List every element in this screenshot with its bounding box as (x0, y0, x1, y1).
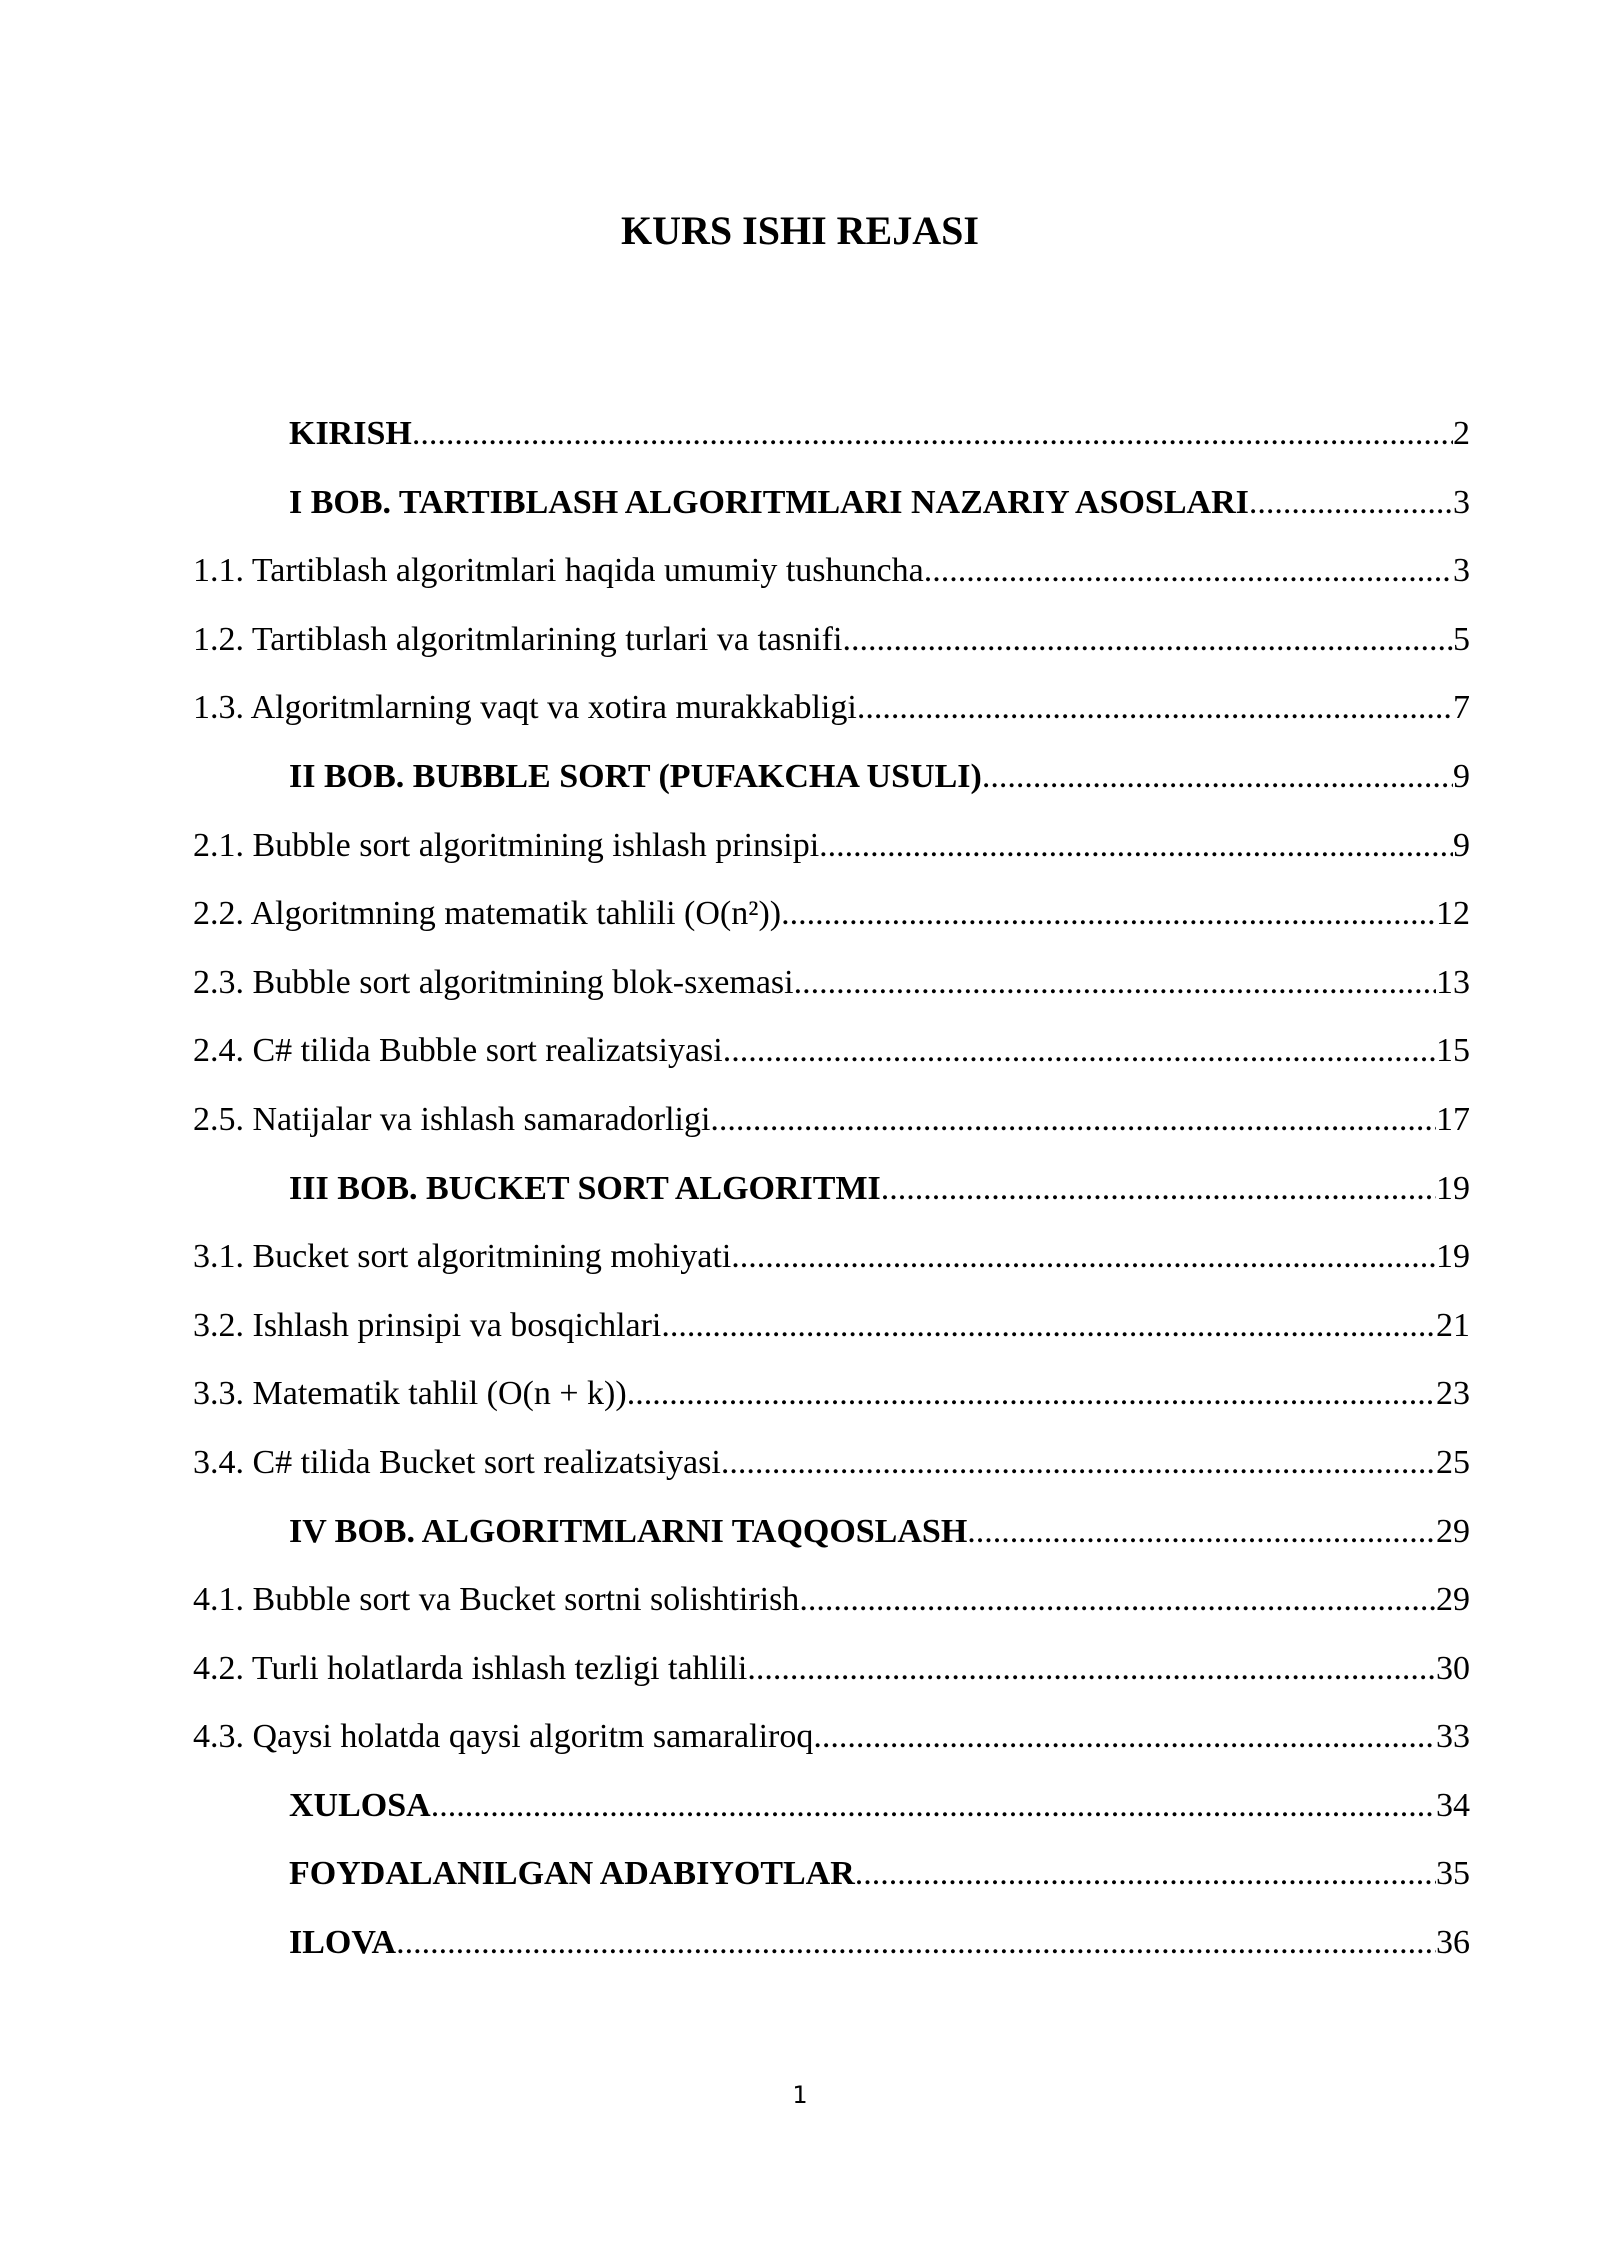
toc-entry-section-4-1[interactable] (193, 1571, 1470, 1640)
toc-entry-ilova[interactable] (193, 1914, 1470, 1983)
toc-page-number: 17 (1436, 1100, 1470, 1138)
toc-entry-text: 1.3. Algoritmlarning vaqt va xotira murakkabligi (193, 689, 857, 727)
toc-page-number: 15 (1436, 1032, 1470, 1070)
toc-entry-section-4-2[interactable] (193, 1640, 1470, 1709)
toc-entry-text: 4.3. Qaysi holatda qaysi algoritm samaraliroq (193, 1718, 814, 1756)
toc-dot-leader (794, 954, 1436, 1012)
toc-dot-leader (431, 1777, 1436, 1835)
toc-entry-text: II BOB. BUBBLE SORT (PUFAKCHA USULI) (289, 757, 982, 795)
page-number: 1 (792, 2081, 808, 2109)
toc-dot-leader (396, 1914, 1436, 1972)
toc-dot-leader (967, 1503, 1436, 1561)
toc-entry-text: I BOB. TARTIBLASH ALGORITMLARI NAZARIY ASOSLARI (289, 483, 1249, 521)
toc-entry-text: 3.2. Ishlash prinsipi va bosqichlari (193, 1306, 662, 1344)
toc-entry-adabiyotlar[interactable] (193, 1845, 1470, 1914)
toc-page-number: 19 (1436, 1238, 1470, 1276)
toc-entry-text: ILOVA (289, 1924, 397, 1962)
toc-entry-text: 3.4. C# tilida Bucket sort realizatsiyasi (193, 1443, 721, 1481)
toc-entry-xulosa[interactable] (193, 1777, 1470, 1846)
toc-entry-text: 2.5. Natijalar va ishlash samaradorligi (193, 1100, 711, 1138)
toc-page-number: 30 (1436, 1649, 1470, 1687)
page-title: KURS ISHI REJASI (621, 208, 979, 253)
toc-page-number: 2 (1453, 415, 1470, 452)
toc-entry-kirish[interactable] (193, 405, 1470, 474)
toc-entry-text: 2.1. Bubble sort algoritmining ishlash prinsipi (193, 826, 820, 864)
toc-entry-chapter-3[interactable] (193, 1160, 1470, 1229)
toc-dot-leader (813, 1708, 1436, 1766)
toc-entry-section-2-3[interactable] (193, 954, 1470, 1023)
toc-entry-section-3-4[interactable] (193, 1434, 1470, 1503)
toc-entry-section-2-2[interactable] (193, 885, 1470, 954)
toc-dot-leader (881, 1160, 1436, 1218)
toc-page-number: 36 (1436, 1924, 1470, 1962)
toc-entry-text: 2.3. Bubble sort algoritmining blok-sxemasi (193, 963, 794, 1001)
toc-entry-section-1-1[interactable] (193, 542, 1470, 611)
toc-page-number: 23 (1436, 1375, 1470, 1413)
toc-dot-leader (842, 611, 1453, 669)
toc-page-number: 12 (1436, 895, 1470, 933)
toc-entry-text: XULOSA (289, 1786, 431, 1824)
toc-entry-text: 3.3. Matematik tahlil (O(n + k)) (193, 1375, 627, 1413)
toc-page-number: 3 (1453, 552, 1470, 590)
toc-dot-leader (731, 1228, 1436, 1286)
toc-entry-section-4-3[interactable] (193, 1708, 1470, 1777)
toc-page-number: 5 (1453, 620, 1470, 658)
toc-entry-text: 4.2. Turli holatlarda ishlash tezligi tahlili (193, 1649, 748, 1687)
toc-dot-leader (819, 817, 1453, 875)
toc-entry-section-3-1[interactable] (193, 1228, 1470, 1297)
toc-page-number: 25 (1436, 1443, 1470, 1481)
toc-dot-leader (855, 1845, 1436, 1903)
toc-page-number: 19 (1436, 1169, 1470, 1207)
toc-entry-text: 4.1. Bubble sort va Bucket sortni solishtirish (193, 1581, 800, 1619)
toc-entry-text: 2.2. Algoritmning matematik tahlili (O(n²)) (193, 895, 782, 933)
toc-entry-section-2-4[interactable] (193, 1022, 1470, 1091)
toc-entry-section-1-3[interactable] (193, 679, 1470, 748)
toc-dot-leader (627, 1365, 1436, 1423)
toc-dot-leader (721, 1434, 1436, 1492)
toc-entry-text: KIRISH (289, 415, 412, 452)
toc-entry-section-2-1[interactable] (193, 817, 1470, 886)
toc-page-number: 7 (1453, 689, 1470, 727)
toc-dot-leader (747, 1640, 1436, 1698)
toc-entry-section-3-2[interactable] (193, 1297, 1470, 1366)
toc-entry-chapter-1[interactable] (193, 474, 1470, 543)
toc-dot-leader (982, 748, 1453, 806)
toc-entry-section-1-2[interactable] (193, 611, 1470, 680)
toc-dot-leader (781, 885, 1436, 943)
toc-entry-chapter-2[interactable] (193, 748, 1470, 817)
toc-entry-text: 2.4. C# tilida Bubble sort realizatsiyasi (193, 1032, 723, 1070)
toc-dot-leader (924, 542, 1453, 600)
toc-page-number: 3 (1453, 483, 1470, 521)
toc-page-number: 29 (1436, 1512, 1470, 1550)
toc-dot-leader (1249, 474, 1453, 532)
toc-entry-text: IV BOB. ALGORITMLARNI TAQQOSLASH (289, 1512, 968, 1550)
toc-page-number: 13 (1436, 963, 1470, 1001)
toc-page-number: 21 (1436, 1306, 1470, 1344)
toc-page-number: 34 (1436, 1786, 1470, 1824)
toc-dot-leader (857, 679, 1453, 737)
toc-page-number: 33 (1436, 1718, 1470, 1756)
toc-entry-section-2-5[interactable] (193, 1091, 1470, 1160)
toc-dot-leader (799, 1571, 1436, 1629)
toc-dot-leader (412, 405, 1453, 463)
toc-page-number: 9 (1453, 826, 1470, 864)
toc-page-number: 9 (1453, 757, 1470, 795)
toc-dot-leader (723, 1022, 1436, 1080)
toc-page-number: 35 (1436, 1855, 1470, 1893)
toc-entry-text: 1.2. Tartiblash algoritmlarining turlari va tasnifi (193, 620, 843, 658)
toc-dot-leader (661, 1297, 1436, 1355)
toc-entry-text: FOYDALANILGAN ADABIYOTLAR (289, 1855, 855, 1893)
table-of-contents (193, 405, 1470, 1983)
toc-entry-section-3-3[interactable] (193, 1365, 1470, 1434)
toc-entry-chapter-4[interactable] (193, 1503, 1470, 1572)
toc-page-number: 29 (1436, 1581, 1470, 1619)
toc-entry-text: III BOB. BUCKET SORT ALGORITMI (289, 1169, 881, 1207)
toc-entry-text: 1.1. Tartiblash algoritmlari haqida umumiy tushuncha (193, 552, 924, 590)
toc-dot-leader (710, 1091, 1436, 1149)
toc-entry-text: 3.1. Bucket sort algoritmining mohiyati (193, 1238, 732, 1276)
